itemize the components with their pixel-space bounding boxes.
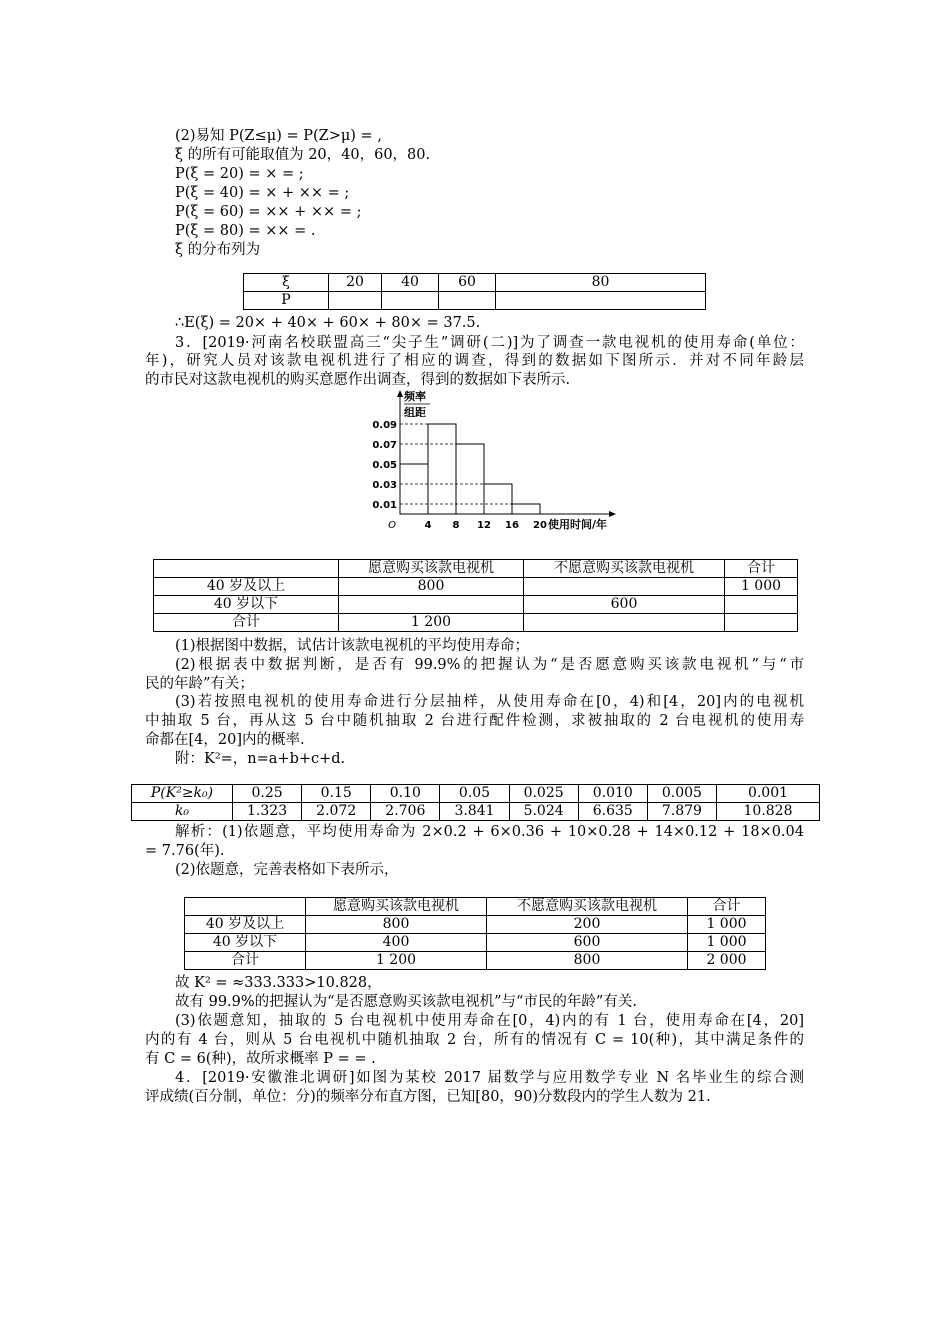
table-cell: 不愿意购买该款电视机 — [487, 898, 688, 916]
text-line: ξ 的所有可能取值为 20，40，60，80. — [175, 147, 431, 163]
table-cell: 800 — [339, 578, 524, 596]
table-cell — [339, 596, 524, 614]
x-axis-arrow — [609, 511, 616, 517]
histogram-bar — [428, 424, 456, 514]
text-line: 4．[2019·安徽淮北调研]如图为某校 2017 届数学与应用数学专业 N 名毕业生的综合测 — [175, 1070, 804, 1086]
table-cell: 1 200 — [306, 952, 487, 970]
table-cell: k₀ — [132, 803, 233, 821]
table-cell: 2 000 — [688, 952, 766, 970]
table-cell: 6.635 — [578, 803, 647, 821]
y-tick-label: 0.03 — [372, 480, 397, 491]
text-line: P(ξ = 60) = ×× + ×× = ; — [175, 204, 362, 220]
table-cell: 5.024 — [509, 803, 578, 821]
table-cell: ξ — [244, 274, 329, 292]
x-tick-label: 16 — [505, 520, 519, 531]
table-row — [185, 916, 766, 934]
table-cell: 0.10 — [371, 785, 440, 803]
table-cell — [725, 614, 798, 632]
x-axis-label: 使用时间/年 — [548, 518, 608, 531]
text-line: (3)依题意知，抽取的 5 台电视机中使用寿命在[0，4)内的有 1 台，使用寿命在[4，20] — [175, 1013, 804, 1029]
table-cell: P(K²≥k₀) — [132, 785, 233, 803]
table-cell: 600 — [487, 934, 688, 952]
y-tick-label: 0.07 — [372, 440, 397, 451]
table-cell — [524, 578, 725, 596]
table-cell: 200 — [487, 916, 688, 934]
text-line: ξ 的分布列为 — [175, 242, 261, 258]
text-line: 解析：(1)依题意，平均使用寿命为 2×0.2 + 6×0.36 + 10×0.28 + 14×0.12 + 18×0.04 — [175, 824, 804, 840]
table-cell: 0.001 — [717, 785, 820, 803]
text-line: 内的有 4 台，则从 5 台电视机中随机抽取 2 台，所有的情况有 C = 10(种)，其中满足条件的 — [145, 1032, 804, 1048]
histogram-chart — [360, 388, 630, 538]
distribution-table — [243, 273, 706, 310]
table-cell: 400 — [306, 934, 487, 952]
text-line: 评成绩(百分制，单位：分)的频率分布直方图，已知[80，90)分数段内的学生人数为 21. — [145, 1089, 711, 1105]
table-cell: 800 — [306, 916, 487, 934]
histogram-bar — [456, 444, 484, 514]
table-cell: 40 岁以下 — [154, 596, 339, 614]
table-cell: 合计 — [154, 614, 339, 632]
y-tick-label: 0.09 — [372, 420, 397, 431]
table-cell: 合计 — [185, 952, 306, 970]
text-line: (1)根据图中数据，试估计该款电视机的平均使用寿命； — [175, 638, 530, 654]
text-line: (3)若按照电视机的使用寿命进行分层抽样，从使用寿命在[0，4)和[4，20]内的电视机 — [175, 694, 804, 710]
text-line: = 7.76(年). — [145, 843, 225, 859]
text-line: 的市民对这款电视机的购买意愿作出调查，得到的数据如下表所示. — [145, 372, 571, 388]
table-cell: 0.05 — [440, 785, 509, 803]
x-tick-label: 20 — [533, 520, 547, 531]
histogram-bar — [512, 504, 540, 514]
table-cell: 2.706 — [371, 803, 440, 821]
text-line: (2)依题意，完善表格如下表所示， — [175, 862, 399, 878]
table-cell — [154, 560, 339, 578]
table-row — [132, 785, 820, 803]
text-line: ∴E(ξ) = 20× + 40× + 60× + 80× = 37.5. — [175, 315, 481, 331]
chi-square-table — [131, 784, 820, 821]
table-cell — [382, 292, 439, 310]
origin-label: O — [388, 520, 396, 531]
table-row — [244, 292, 706, 310]
y-axis-label-bottom: 组距 — [404, 406, 426, 419]
table-cell: 60 — [439, 274, 496, 292]
table-cell: 1 200 — [339, 614, 524, 632]
table-cell — [329, 292, 382, 310]
table-row — [154, 614, 798, 632]
table-cell: 20 — [329, 274, 382, 292]
histogram-bar — [400, 464, 428, 514]
text-line: 中抽取 5 台，再从这 5 台中随机抽取 2 台进行配件检测，求被抽取的 2 台电视机的使用寿 — [145, 713, 804, 729]
table-cell: 合计 — [688, 898, 766, 916]
text-line: P(ξ = 20) = × = ; — [175, 166, 304, 182]
table-cell: 1 000 — [688, 916, 766, 934]
table-row — [154, 596, 798, 614]
text-line: 有 C = 6(种)，故所求概率 P = = . — [145, 1051, 376, 1067]
table-cell: 40 — [382, 274, 439, 292]
table-cell: 0.025 — [509, 785, 578, 803]
histogram-bar — [484, 484, 512, 514]
table-cell: 0.15 — [302, 785, 371, 803]
table-cell: 1 000 — [688, 934, 766, 952]
completed-survey-table — [184, 897, 766, 970]
table-cell: 1 000 — [725, 578, 798, 596]
table-cell: 愿意购买该款电视机 — [339, 560, 524, 578]
table-cell: 80 — [496, 274, 706, 292]
text-line: P(ξ = 40) = × + ×× = ; — [175, 185, 350, 201]
table-cell: 800 — [487, 952, 688, 970]
table-cell: 3.841 — [440, 803, 509, 821]
table-cell: 40 岁及以上 — [185, 916, 306, 934]
survey-table — [153, 559, 798, 632]
table-row — [185, 934, 766, 952]
table-row — [244, 274, 706, 292]
table-cell: 愿意购买该款电视机 — [306, 898, 487, 916]
text-line: 年)，研究人员对该款电视机进行了相应的调查，得到的数据如下图所示．并对不同年龄层 — [145, 353, 804, 369]
x-tick-label: 4 — [424, 520, 432, 531]
text-line: 故 K² = ≈333.333>10.828， — [175, 975, 382, 991]
table-cell: 600 — [524, 596, 725, 614]
table-cell: 2.072 — [302, 803, 371, 821]
table-cell: 合计 — [725, 560, 798, 578]
text-line: (2)易知 P(Z≤μ) = P(Z>μ) = , — [175, 128, 382, 144]
table-cell — [524, 614, 725, 632]
text-line: 附：K²=，n=a+b+c+d. — [175, 751, 346, 767]
table-cell — [439, 292, 496, 310]
table-cell: 40 岁及以上 — [154, 578, 339, 596]
table-row — [185, 898, 766, 916]
text-line: 3．[2019·河南名校联盟高三“尖子生”调研(二)]为了调查一款电视机的使用寿命(单位： — [175, 335, 804, 351]
table-cell: 7.879 — [647, 803, 716, 821]
x-tick-label: 8 — [452, 520, 460, 531]
table-cell: P — [244, 292, 329, 310]
text-line: 民的年龄”有关； — [145, 676, 254, 692]
table-cell — [185, 898, 306, 916]
table-row — [132, 803, 820, 821]
table-cell: 10.828 — [717, 803, 820, 821]
table-cell: 不愿意购买该款电视机 — [524, 560, 725, 578]
text-line: 故有 99.9%的把握认为“是否愿意购买该款电视机”与“市民的年龄”有关. — [175, 994, 637, 1010]
y-axis-label-top: 频率 — [404, 390, 426, 403]
table-cell: 0.005 — [647, 785, 716, 803]
table-cell: 1.323 — [233, 803, 302, 821]
y-tick-label: 0.01 — [372, 500, 397, 511]
text-line: P(ξ = 80) = ×× = . — [175, 223, 316, 239]
table-cell: 0.25 — [233, 785, 302, 803]
table-row — [185, 952, 766, 970]
table-row — [154, 578, 798, 596]
y-tick-label: 0.05 — [372, 460, 397, 471]
table-row — [154, 560, 798, 578]
table-cell — [496, 292, 706, 310]
x-tick-label: 12 — [477, 520, 491, 531]
y-axis-arrow — [397, 390, 403, 397]
table-cell — [725, 596, 798, 614]
text-line: (2)根据表中数据判断，是否有 99.9%的把握认为“是否愿意购买该款电视机”与“市 — [175, 657, 804, 673]
text-line: 命都在[4，20]内的概率. — [145, 732, 305, 748]
table-cell: 40 岁以下 — [185, 934, 306, 952]
table-cell: 0.010 — [578, 785, 647, 803]
